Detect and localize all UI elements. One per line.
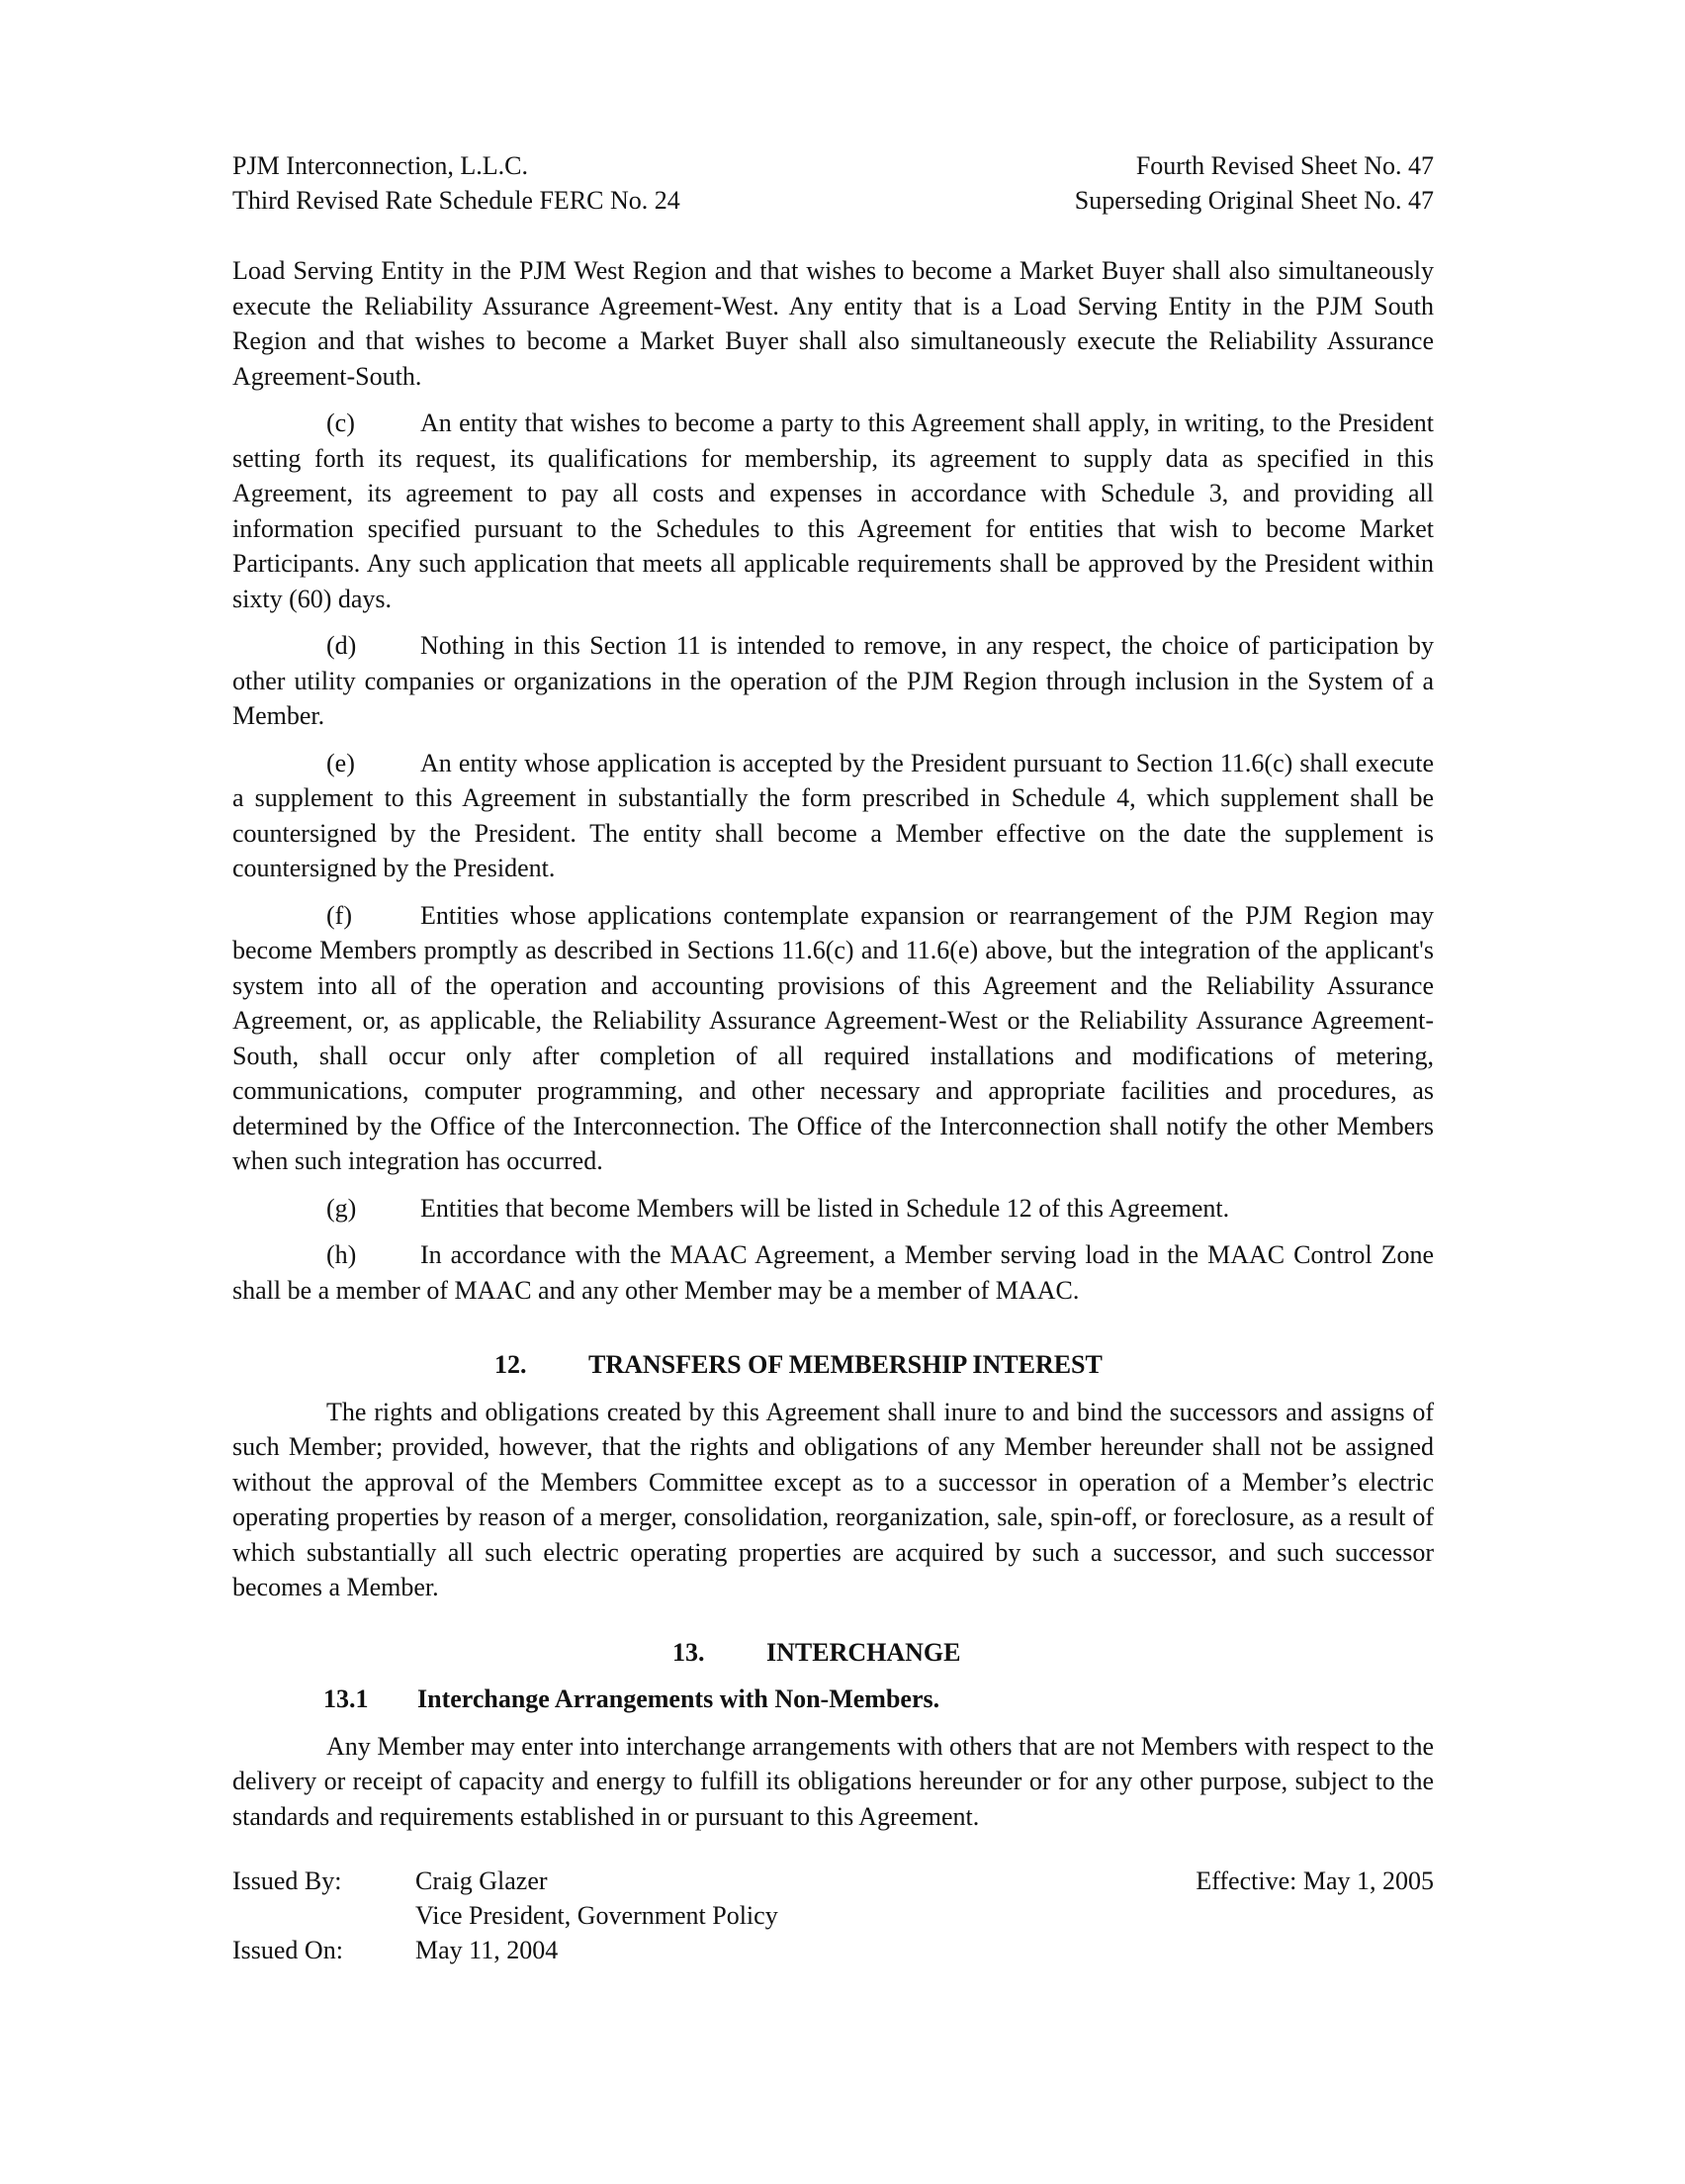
company-name: PJM Interconnection, L.L.C.	[232, 151, 528, 180]
paragraph-d	[232, 628, 1434, 734]
issued-on-row	[232, 1933, 778, 1967]
subsection-number: 13.1	[323, 1684, 369, 1713]
document-page	[232, 148, 1434, 1967]
continuation-paragraph: Load Serving Entity in the PJM West Region and that wishes to become a Market Buyer shall also simultaneously execute the Reliability Assurance Agreement-West. Any entity that is a Load Serving Entity in the PJM South Region and that wishes to become a Market Buyer shall also simultaneously execute the Reliability Assurance Agreement-South.	[232, 256, 1434, 391]
issuance-table	[232, 1864, 778, 1967]
paragraph-label: (h)	[326, 1240, 357, 1269]
issued-on-label: Issued On:	[232, 1936, 343, 1964]
paragraph-text: Entities whose applications contemplate expansion or rearrangement of the PJM Region may become Members promptly as described in Sections 11.6(c) and 11.6(e) above, but the integration of the applicant's system into all of the operation and accounting provisions of this Agreement and the Reliability Assurance Agreement, or, as applicable, the Reliability Assurance Agreement-West or the Reliability Assurance Agreement-South, shall occur only after completion of all required installations and modifications of metering, communications, computer programming, and other necessary and appropriate facilities and procedures, as determined by the Office of the Interconnection. The Office of the Interconnection shall notify the other Members when such integration has occurred.	[232, 900, 1434, 1175]
paragraph-c	[232, 406, 1434, 616]
issued-by-row	[232, 1864, 778, 1898]
header-right	[1075, 148, 1434, 218]
paragraph-g	[232, 1191, 1434, 1227]
section-number: 12.	[494, 1350, 527, 1379]
subsection-title: Interchange Arrangements with Non-Members.	[417, 1684, 940, 1713]
paragraph-text: Entities that become Members will be listed in Schedule 12 of this Agreement.	[420, 1193, 1230, 1223]
subsection-13-1-heading	[232, 1682, 1434, 1717]
paragraph-h	[232, 1237, 1434, 1308]
issued-by-title: Vice President, Government Policy	[415, 1901, 778, 1930]
section-title: TRANSFERS OF MEMBERSHIP INTEREST	[588, 1350, 1103, 1379]
paragraph-label: (f)	[326, 900, 352, 930]
issued-by-label: Issued By:	[232, 1866, 342, 1895]
paragraph-text: An entity that wishes to become a party to this Agreement shall apply, in writing, to the President setting forth its request, its qualifications for membership, its agreement to supply data as specified in this Agreement, its agreement to pay all costs and expenses in accordance with Schedule 3, and providing all information specified pursuant to the Schedules to this Agreement for entities that wish to become Market Participants. Any such application that meets all applicable requirements shall be approved by the President within sixty (60) days.	[232, 409, 1434, 613]
paragraph-e	[232, 746, 1434, 886]
effective-date: Effective: May 1, 2005	[1196, 1866, 1434, 1895]
section-13-heading	[232, 1635, 1434, 1671]
section-12-paragraph: The rights and obligations created by this Agreement shall inure to and bind the successors and assigns of such Member; provided, however, that the rights and obligations of any Member hereunder shall not be assigned without the approval of the Members Committee except as to a successor in operation of a Member’s electric operating properties by reason of a merger, consolidation, reorganization, sale, spin-off, or foreclosure, as a result of which substantially all such electric operating properties are acquired by such a successor, and such successor becomes a Member.	[232, 1397, 1434, 1601]
issued-on-date: May 11, 2004	[415, 1936, 559, 1964]
section-title: INTERCHANGE	[766, 1637, 961, 1667]
section-13-1-paragraph: Any Member may enter into interchange arrangements with others that are not Members with respect to the delivery or receipt of capacity and energy to fulfill its obligations hereunder or for any other purpose, subject to the standards and requirements established in or pursuant to this Agreement.	[232, 1731, 1434, 1831]
section-12-heading	[232, 1347, 1434, 1383]
superseding-sheet: Superseding Original Sheet No. 47	[1074, 186, 1434, 215]
section-number: 13.	[672, 1637, 705, 1667]
page-footer	[232, 1864, 1434, 1967]
sheet-number: Fourth Revised Sheet No. 47	[1135, 151, 1434, 180]
paragraph-label: (g)	[326, 1193, 357, 1223]
paragraph-text: An entity whose application is accepted by the President pursuant to Section 11.6(c) shall execute a supplement to this Agreement in substantially the form prescribed in Schedule 4, which supplement shall be countersigned by the President. The entity shall become a Member effective on the date the supplement is countersigned by the President.	[232, 748, 1434, 882]
rate-schedule: Third Revised Rate Schedule FERC No. 24	[232, 186, 680, 215]
paragraph-label: (c)	[326, 409, 355, 437]
paragraph-text: In accordance with the MAAC Agreement, a Member serving load in the MAAC Control Zone shall be a member of MAAC and any other Member may be a member of MAAC.	[232, 1240, 1434, 1305]
issued-by-name: Craig Glazer	[415, 1866, 548, 1895]
issuance-info	[232, 1864, 778, 1967]
header-left	[232, 148, 680, 218]
paragraph-label: (e)	[326, 748, 355, 777]
paragraph-label: (d)	[326, 631, 357, 660]
issued-by-title-row	[232, 1898, 778, 1933]
paragraph-f	[232, 898, 1434, 1179]
page-header	[232, 148, 1434, 218]
paragraph-text: Nothing in this Section 11 is intended to remove, in any respect, the choice of participation by other utility companies or organizations in the operation of the PJM Region through inclusion in the System of a Member.	[232, 631, 1434, 730]
